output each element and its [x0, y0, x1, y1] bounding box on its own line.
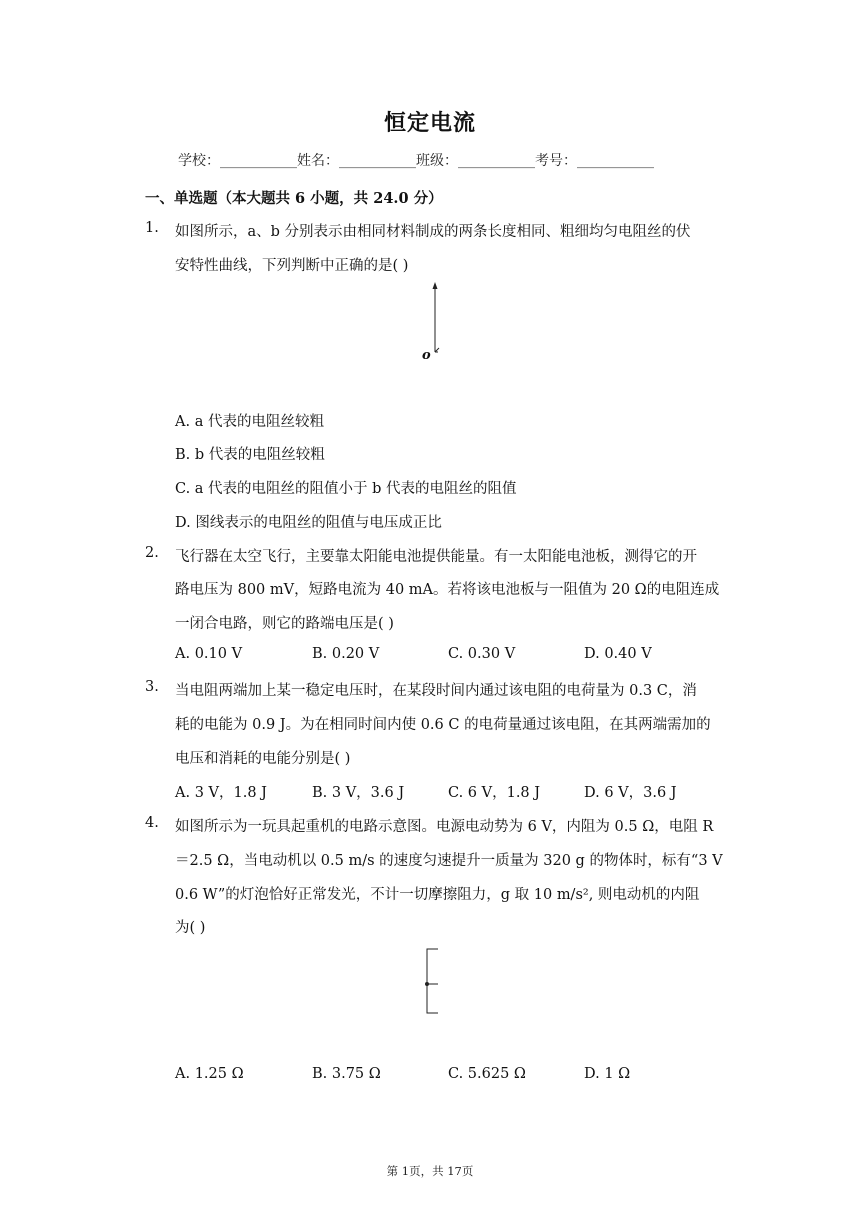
partial-line — [435, 348, 439, 352]
question-1-line-1: 如图所示，a、b 分别表示由相同材料制成的两条长度相同、粗细均匀电阻丝的伏 — [175, 224, 691, 240]
question-1-option-a: A. a 代表的电阻丝较粗 — [175, 414, 324, 430]
question-1-option-c: C. a 代表的电阻丝的阻值小于 b 代表的电阻丝的阻值 — [175, 481, 517, 497]
y-axis-arrow — [433, 282, 438, 289]
question-1-option-b: B. b 代表的电阻丝较粗 — [175, 447, 325, 463]
question-1-line-2: 安特性曲线，下列判断中正确的是( ) — [175, 258, 409, 274]
question-3-number: 3. — [145, 679, 159, 695]
question-4-line-3: 0.6 W”的灯泡恰好正常发光，不计一切摩擦阻力，g 取 10 m/s², 则电动机的内阻 — [175, 887, 700, 903]
page-title: 恒定电流 — [383, 110, 476, 136]
question-3-option-b: B. 3 V，3.6 J — [312, 785, 405, 801]
question-4-option-a: A. 1.25 Ω — [175, 1066, 244, 1082]
question-2-line-1: 飞行器在太空飞行，主要靠太阳能电池提供能量。有一太阳能电池板，测得它的开 — [175, 549, 697, 565]
question-3-line-1: 当电阻两端加上某一稳定电压时，在某段时间内通过该电阻的电荷量为 0.3 C，消 — [175, 683, 697, 699]
question-2-line-2: 路电压为 800 mV，短路电流为 40 mA。若将该电池板与一阻值为 20 Ω的电阻连成 — [175, 582, 720, 598]
student-info-line: 学校：___________姓名：___________班级：___________考号：___________ — [178, 153, 654, 169]
question-4-line-4: 为( ) — [175, 920, 206, 936]
section-heading: 一、单选题（本大题共 6 小题，共 24.0 分） — [145, 190, 443, 207]
question-4-option-c: C. 5.625 Ω — [448, 1066, 526, 1082]
question-4-number: 4. — [145, 815, 159, 831]
question-3-option-c: C. 6 V，1.8 J — [448, 785, 541, 801]
question-4-option-d: D. 1 Ω — [584, 1066, 631, 1082]
question-1-figure — [415, 280, 455, 370]
question-2-number: 2. — [145, 545, 159, 561]
question-4-line-1: 如图所示为一玩具起重机的电路示意图。电源电动势为 6 V，内阻为 0.5 Ω，电阻 R — [175, 819, 714, 835]
question-2-option-c: C. 0.30 V — [448, 646, 516, 662]
question-3-option-a: A. 3 V，1.8 J — [175, 785, 267, 801]
question-3-option-d: D. 6 V，3.6 J — [584, 785, 677, 801]
question-1-number: 1. — [145, 220, 159, 236]
question-2-option-a: A. 0.10 V — [175, 646, 243, 662]
question-2-option-d: D. 0.40 V — [584, 646, 652, 662]
question-2-line-3: 一闭合电路，则它的路端电压是( ) — [175, 616, 394, 632]
question-3-line-3: 电压和消耗的电能分别是( ) — [175, 751, 351, 767]
question-4-line-2: ＝2.5 Ω，当电动机以 0.5 m/s 的速度匀速提升一质量为 320 g 的物体时，标有“3 V — [175, 853, 723, 869]
figure-origin-label: o — [422, 348, 431, 363]
question-4-circuit-figure — [420, 945, 450, 1020]
question-3-line-2: 耗的电能为 0.9 J。为在相同时间内使 0.6 C 的电荷量通过该电阻，在其两端需加的 — [175, 717, 711, 733]
question-1-option-d: D. 图线表示的电阻丝的阻值与电压成正比 — [175, 515, 442, 531]
question-2-option-b: B. 0.20 V — [312, 646, 380, 662]
page-footer: 第 1页，共 17页 — [386, 1164, 474, 1178]
question-4-option-b: B. 3.75 Ω — [312, 1066, 381, 1082]
